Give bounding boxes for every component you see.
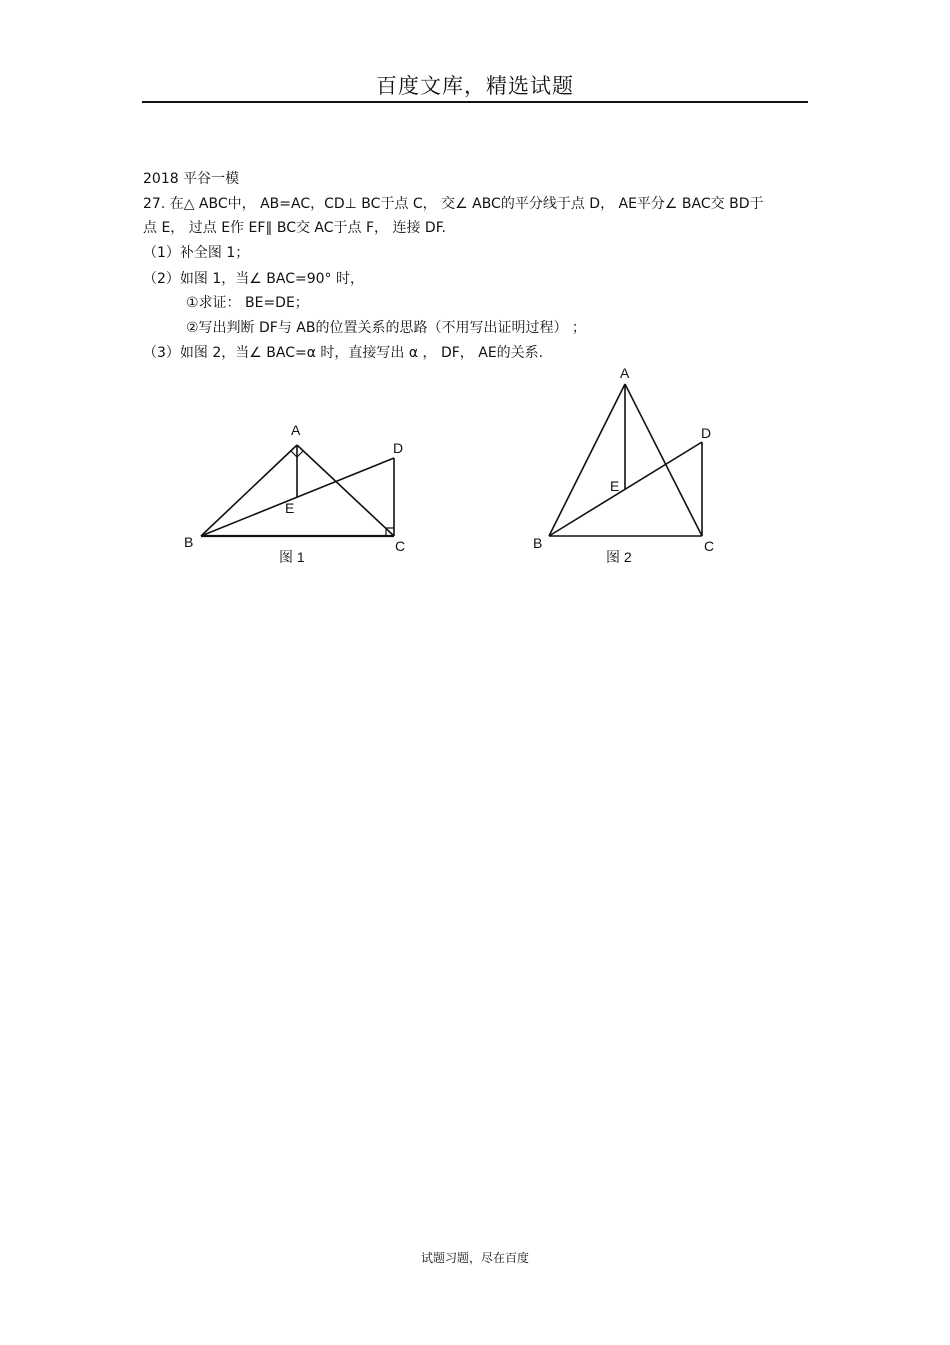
fig1-label-d: D	[393, 440, 404, 456]
problem-part2-sub2: ②写出判断 DF与 AB的位置关系的思路（不用写出证明过程） ；	[186, 320, 586, 336]
fig1-caption: 图 1	[279, 549, 305, 565]
figure-2-diagram	[520, 360, 740, 575]
problem-stem-line2: 点 E， 过点 E作 EF∥ BC交 AC于点 F， 连接 DF.	[143, 220, 446, 236]
fig1-label-b: B	[184, 534, 194, 550]
problem-source: 2018 平谷一模	[143, 171, 240, 187]
fig2-caption: 图 2	[606, 549, 632, 565]
page-title: 百度文库，精选试题	[376, 74, 574, 98]
fig2-label-d: D	[701, 425, 712, 441]
problem-stem-line1: 27. 在△ ABC中， AB=AC，CD⊥ BC于点 C， 交∠ ABC的平分线于点 D， AE平分∠ BAC交 BD于	[143, 196, 764, 212]
problem-part1: （1）补全图 1；	[143, 245, 250, 261]
fig1-segment-ab	[201, 445, 297, 536]
fig1-label-c: C	[395, 538, 406, 554]
problem-part2: （2）如图 1，当∠ BAC=90° 时，	[143, 271, 364, 287]
fig1-label-a: A	[291, 422, 301, 438]
fig2-label-a: A	[620, 365, 630, 381]
page-footer: 试题习题，尽在百度	[420, 1251, 529, 1265]
fig2-segment-ac	[625, 384, 702, 536]
header-divider	[142, 101, 808, 103]
problem-part2-sub1: ①求证： BE=DE；	[186, 295, 309, 311]
problem-part3: （3）如图 2，当∠ BAC=α 时，直接写出 α ， DF， AE的关系.	[143, 345, 544, 361]
fig2-label-e: E	[610, 478, 620, 494]
fig1-label-e: E	[285, 500, 295, 516]
fig2-label-c: C	[704, 538, 715, 554]
fig2-label-b: B	[533, 535, 543, 551]
figure-1-diagram	[170, 415, 430, 575]
